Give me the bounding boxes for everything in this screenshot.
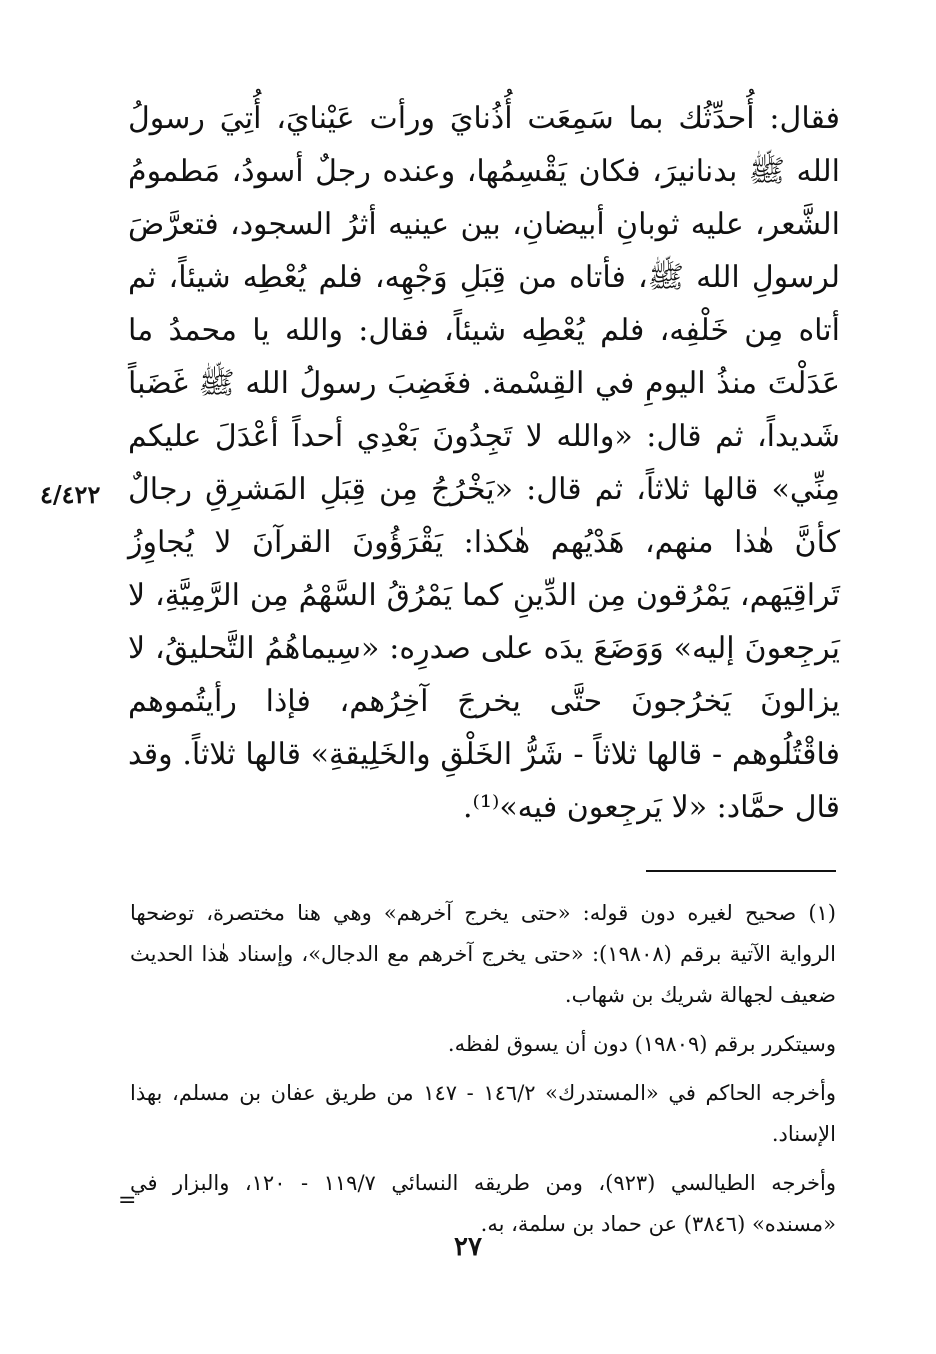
footnotes-block	[130, 893, 836, 1253]
main-text-block	[128, 92, 840, 834]
marginal-volume-page-reference: ٤/٤٢٢	[40, 480, 101, 509]
page-number: ٢٧	[454, 1232, 482, 1262]
footnote-continuation-mark: =	[118, 1188, 137, 1213]
hadith-paragraph: فقال: أُحدِّثُك بما سَمِعَت أُذُنايَ ورأت عَيْنايَ، أُتِيَ رسولُ الله ﷺ بدنانيرَ، فكان يَقْسِمُها، وعنده رجلٌ أسودُ، مَطمومُ الشَّعر، عليه ثوبانِ أبيضانِ، بين عينيه أثرُ السجود، فتعرَّضَ لرسولِ الله ﷺ، فأتاه من قِبَلِ وَجْهِه، فلم يُعْطِه شيئاً، ثم أتاه مِن خَلْفِه، فلم يُعْطِه شيئاً، فقال: والله يا محمدُ ما عَدَلْتَ منذُ اليومِ في القِسْمة. فغَضِبَ رسولُ الله ﷺ غَضَباً شَديداً، ثم قال: «والله لا تَجِدُونَ بَعْدِي أحداً أعْدَلَ عليكم مِنِّي» قالها ثلاثاً، ثم قال: «يَخْرُجُ مِن قِبَلِ المَشرِقِ رجالٌ كأنَّ هٰذا منهم، هَدْيُهم هٰكذا: يَقْرَؤُونَ القرآنَ لا يُجاوِزُ تَراقِيَهم، يَمْرُقون مِن الدِّينِ كما يَمْرُقُ السَّهْمُ مِن الرَّمِيَّةِ، لا يَرجِعونَ إليه» وَوَضَعَ يدَه على صدرِه: «سِيماهُمُ التَّحليقُ، لا يزالونَ يَخرُجونَ حتَّى يخرجَ آخِرُهم، فإذا رأيتُموهم فاقْتُلُوهم - قالها ثلاثاً - شَرُّ الخَلْقِ والخَلِيقةِ» قالها ثلاثاً. وقد قال حمَّاد: «لا يَرجِعون فيه»⁽¹⁾.	[128, 101, 840, 825]
footnote-paragraph: (١) صحيح لغيره دون قوله: «حتى يخرج آخرهم» وهي هنا مختصرة، توضحها الرواية الآتية برقم (١٩٨٠٨): «حتى يخرج آخرهم مع الدجال»، وإسناد هٰذا الحديث ضعيف لجهالة شريك بن شهاب.	[130, 901, 836, 1007]
footnote-paragraph: وسيتكرر برقم (١٩٨٠٩) دون أن يسوق لفظه.	[447, 1032, 836, 1056]
footnote-separator-line	[646, 870, 836, 872]
footnote-paragraph: وأخرجه الحاكم في «المستدرك» ١٤٦/٢ - ١٤٧ من طريق عفان بن مسلم، بهذا الإسناد.	[130, 1081, 836, 1146]
footnote-paragraph: وأخرجه الطيالسي (٩٢٣)، ومن طريقه النسائي ١١٩/٧ - ١٢٠، والبزار في «مسنده» (٣٨٤٦) عن حماد بن سلمة، به.	[130, 1171, 837, 1236]
